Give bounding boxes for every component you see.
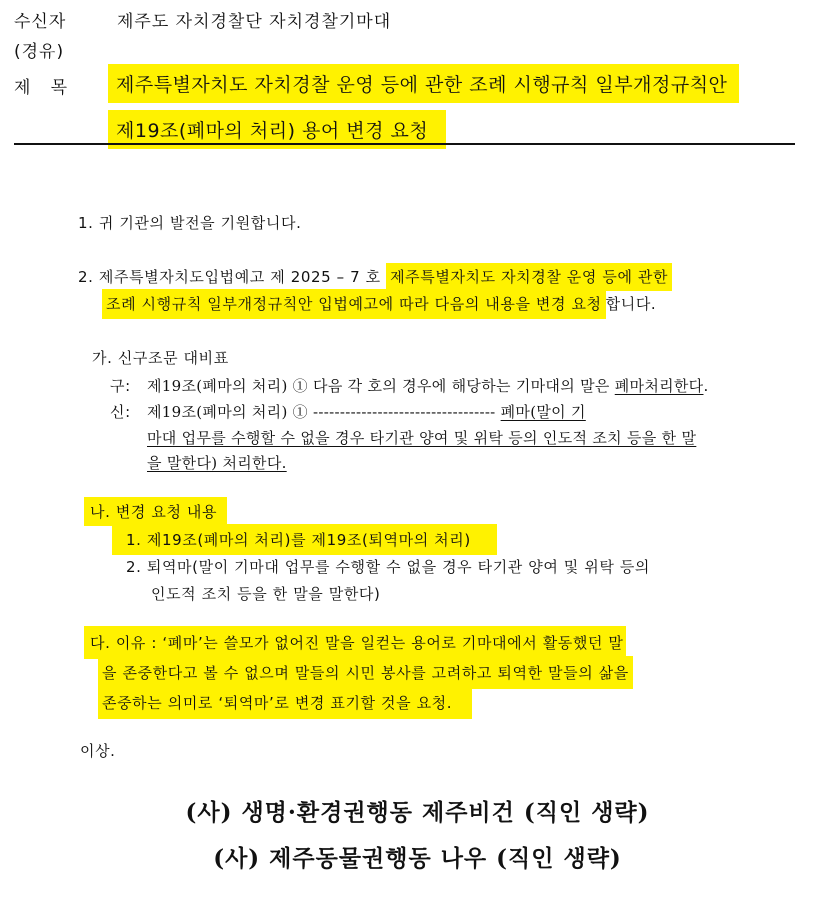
na-item-2-line-2: 인도적 조치 등을 한 말을 말한다)	[151, 585, 381, 603]
old-label: 구:	[110, 377, 131, 395]
item-2-line-1	[78, 266, 672, 287]
item-2-highlight-2: 조례 시행규칙 일부개정규칙안 입법예고에 따라 다음의 내용을 변경 요청	[102, 289, 606, 319]
item-2-tail: 합니다.	[605, 295, 657, 313]
da-line-3: 존중하는 의미로 ‘퇴역마’로 변경 표기할 것을 요청.	[98, 686, 472, 719]
subject-line-2: 제19조(폐마의 처리) 용어 변경 요청	[108, 110, 446, 149]
new-clause-line-2: 마대 업무를 수행할 수 없을 경우 타기관 양여 및 위탁 등의 인도적 조치 등을 한 말	[147, 429, 697, 447]
subject-label: 제 목	[14, 78, 69, 98]
via-label: (경유)	[14, 42, 65, 62]
section-na-title: 나. 변경 요청 내용	[84, 497, 227, 526]
new-label: 신:	[110, 403, 131, 421]
old-clause: 제19조(폐마의 처리) ① 다음 각 호의 경우에 해당하는 기마대의 말은 폐마처리한다.	[147, 377, 709, 395]
recipient-label: 수신자	[14, 12, 67, 32]
recipient-value: 제주도 자치경찰단 자치경찰기마대	[117, 12, 392, 32]
new-clause-underlined: 폐마(말이 기	[500, 403, 586, 421]
new-clause-line-3: 을 말한다) 처리한다.	[147, 454, 287, 472]
da-line-2: 을 존중한다고 볼 수 없으며 말들의 시민 봉사를 고려하고 퇴역한 말들의 삶을	[98, 656, 633, 689]
item-2-line-2	[102, 293, 656, 314]
old-clause-underlined: 폐마처리한다	[614, 377, 704, 395]
na-item-2-line-1: 2. 퇴역마(말이 기마대 업무를 수행할 수 없을 경우 타기관 양여 및 위탁 등의	[126, 558, 650, 576]
closing: 이상.	[80, 742, 116, 760]
item-2-ref: 2. 제주특별자치도입법예고 제 2025 – 7 호	[78, 268, 387, 286]
new-clause-line-1: 제19조(폐마의 처리) ① ---------------------------------- 폐마(말이 기	[147, 403, 586, 421]
item-2-highlight-1: 제주특별자치도 자치경찰 운영 등에 관한	[386, 263, 672, 291]
subject-line-1: 제주특별자치도 자치경찰 운영 등에 관한 조례 시행규칙 일부개정규칙안	[108, 64, 739, 103]
item-1: 1. 귀 기관의 발전을 기원합니다.	[78, 214, 302, 232]
sender-2: (사) 제주동물권행동 나우 (직인 생략)	[213, 845, 622, 872]
sender-1: (사) 생명·환경권행동 제주비건 (직인 생략)	[185, 799, 650, 826]
na-item-1: 1. 제19조(폐마의 처리)를 제19조(퇴역마의 처리)	[112, 524, 497, 555]
section-ga-title: 가. 신구조문 대비표	[92, 349, 229, 367]
da-line-1: 다. 이유 : ‘폐마’는 쓸모가 없어진 말을 일컫는 용어로 기마대에서 활동했던 말	[84, 626, 626, 659]
header-divider	[14, 143, 795, 145]
